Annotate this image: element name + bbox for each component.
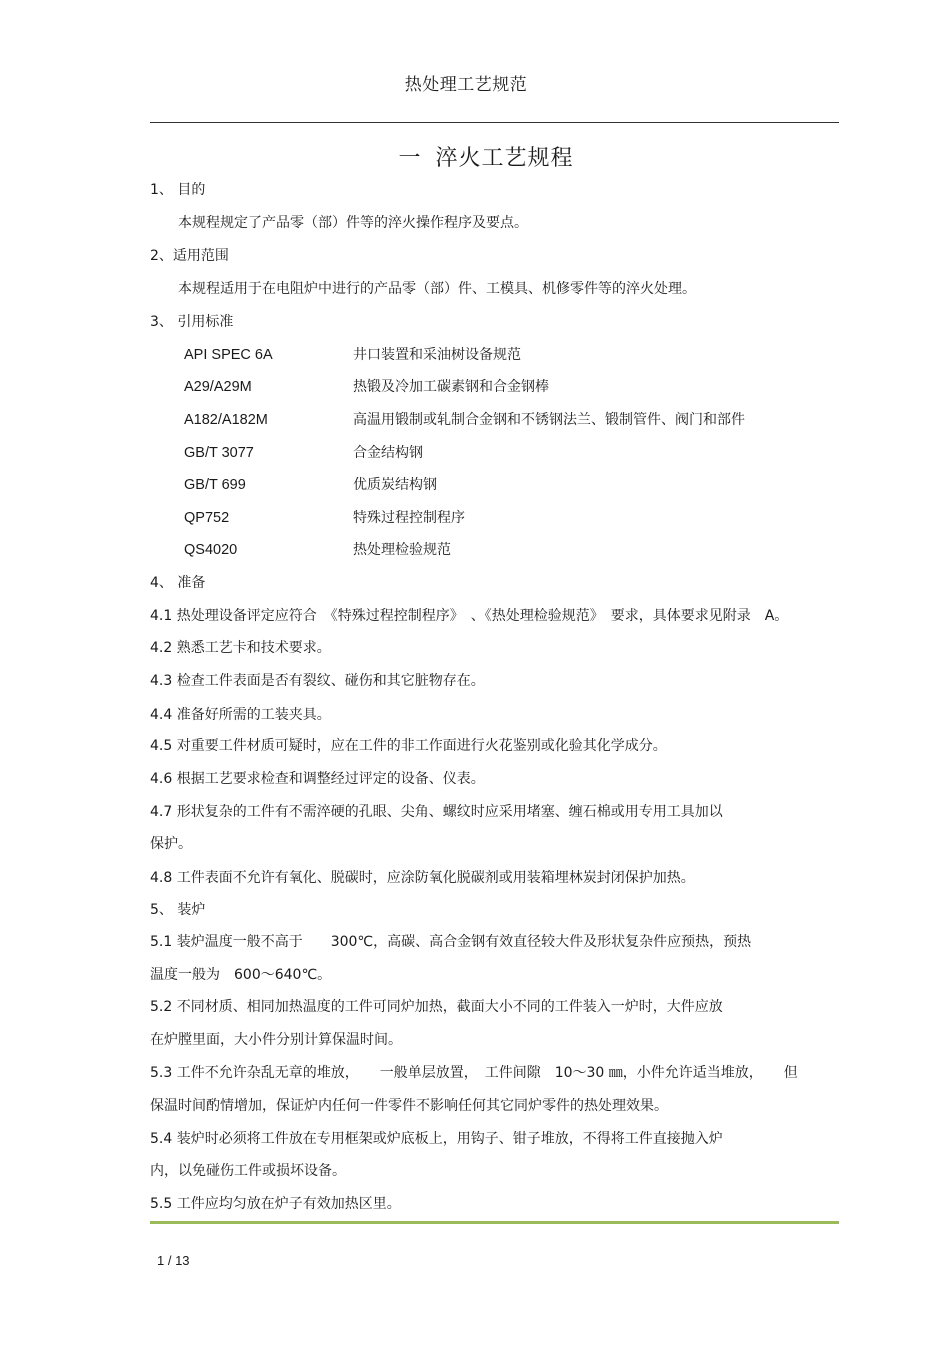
prep-item-4-4: 4.4 准备好所需的工装夹具。 — [150, 707, 331, 723]
prep-item-4-7-cont: 保护。 — [150, 836, 192, 852]
reference-code: QS4020 — [184, 542, 238, 558]
reference-name: 优质炭结构钢 — [353, 477, 437, 493]
reference-name: 合金结构钢 — [353, 445, 423, 461]
reference-name: 高温用锻制或轧制合金钢和不锈钢法兰、锻制管件、阀门和部件 — [353, 412, 745, 428]
reference-code: API SPEC 6A — [184, 347, 273, 363]
footer-divider — [150, 1221, 839, 1224]
document-title-number: 一 — [398, 146, 422, 171]
section-heading-scope: 2、适用范围 — [150, 248, 229, 264]
load-item-5-2: 5.2 不同材质、相同加热温度的工件可同炉加热，截面大小不同的工件装入一炉时，大件应放 — [150, 999, 723, 1015]
load-item-5-3: 5.3 工件不允许杂乱无章的堆放， 一般单层放置， 工件间隙 10～30 ㎜，小件允许适当堆放， 但 — [150, 1065, 798, 1081]
header-divider — [150, 122, 839, 123]
prep-item-4-8: 4.8 工件表面不允许有氧化、脱碳时，应涂防氧化脱碳剂或用装箱埋林炭封闭保护加热。 — [150, 870, 695, 886]
load-item-5-3-cont: 保温时间酌情增加，保证炉内任何一件零件不影响任何其它同炉零件的热处理效果。 — [150, 1098, 668, 1114]
load-item-5-4-cont: 内，以免碰伤工件或损坏设备。 — [150, 1163, 346, 1179]
reference-code: A182/A182M — [184, 412, 268, 428]
prep-item-4-2: 4.2 熟悉工艺卡和技术要求。 — [150, 640, 331, 656]
document-title — [0, 141, 950, 172]
section-heading-references: 3、 引用标准 — [150, 314, 234, 330]
reference-name: 热处理检验规范 — [353, 542, 451, 558]
load-item-5-2-cont: 在炉膛里面，大小件分别计算保温时间。 — [150, 1032, 402, 1048]
section-body-scope: 本规程适用于在电阻炉中进行的产品零（部）件、工模具、机修零件等的淬火处理。 — [178, 281, 696, 297]
reference-name: 热锻及冷加工碳素钢和合金钢棒 — [353, 379, 549, 395]
reference-code: GB/T 699 — [184, 477, 246, 493]
section-body-purpose: 本规程规定了产品零（部）件等的淬火操作程序及要点。 — [178, 215, 528, 231]
load-item-5-1: 5.1 装炉温度一般不高于 300℃，高碳、高合金钢有效直径较大件及形状复杂件应预热，预热 — [150, 934, 752, 950]
prep-item-4-7: 4.7 形状复杂的工件有不需淬硬的孔眼、尖角、螺纹时应采用堵塞、缠石棉或用专用工具加以 — [150, 804, 723, 820]
page-number: 1 / 13 — [157, 1253, 190, 1268]
prep-item-4-1: 4.1 热处理设备评定应符合 《特殊过程控制程序》 、《热处理检验规范》 要求，具体要求见附录 A。 — [150, 608, 789, 624]
load-item-5-5: 5.5 工件应均匀放在炉子有效加热区里。 — [150, 1196, 401, 1212]
running-header-title: 热处理工艺规范 — [404, 75, 528, 95]
load-item-5-1-cont: 温度一般为 600～640℃。 — [150, 967, 332, 983]
section-heading-loading: 5、 装炉 — [150, 902, 206, 918]
reference-name: 井口装置和采油树设备规范 — [353, 347, 521, 363]
prep-item-4-3: 4.3 检查工件表面是否有裂纹、碰伤和其它脏物存在。 — [150, 673, 485, 689]
reference-name: 特殊过程控制程序 — [353, 510, 465, 526]
reference-code: QP752 — [184, 510, 230, 526]
load-item-5-4: 5.4 装炉时必须将工件放在专用框架或炉底板上，用钩子、钳子堆放，不得将工件直接抛入炉 — [150, 1131, 723, 1147]
prep-item-4-6: 4.6 根据工艺要求检查和调整经过评定的设备、仪表。 — [150, 771, 485, 787]
prep-item-4-5: 4.5 对重要工件材质可疑时，应在工件的非工作面进行火花鉴别或化验其化学成分。 — [150, 738, 667, 754]
reference-code: GB/T 3077 — [184, 445, 254, 461]
section-heading-purpose: 1、 目的 — [150, 182, 206, 198]
reference-code: A29/A29M — [184, 379, 252, 395]
section-heading-preparation: 4、 准备 — [150, 575, 206, 591]
document-title-text: 淬火工艺规程 — [435, 146, 574, 171]
